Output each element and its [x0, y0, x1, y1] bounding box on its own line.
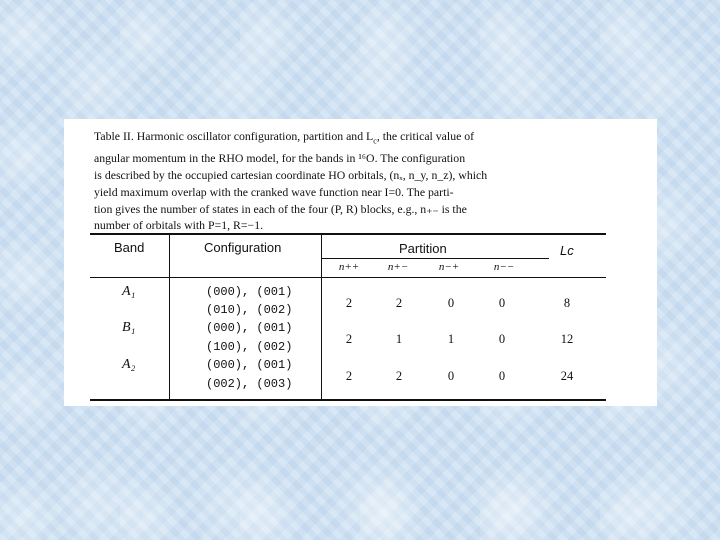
lc-value: 8: [563, 296, 571, 310]
table-caption: [94, 128, 639, 234]
caption-line-1: Table II. Harmonic oscillator configuration, partition and $L_c$, the critical value of: [94, 129, 475, 146]
caption-line-2: angular momentum in the RHO model, for the bands in ¹⁶O. The configuration: [94, 151, 466, 166]
config-line: (000), (001): [206, 358, 293, 372]
config-line: (100), (002): [206, 340, 293, 354]
caption-line-4: yield maximum overlap with the cranked wave function near I=0. The parti-: [94, 184, 454, 199]
partition-value: 0: [498, 296, 506, 310]
partition-value: 2: [345, 296, 353, 310]
partition-value: 2: [395, 296, 403, 310]
caption-line-3: is described by the occupied cartesian coordinate HO orbitals, (nₓ, n_y, n_z), which: [94, 167, 488, 182]
partition-value: 0: [447, 369, 455, 383]
table-header-rule: [90, 277, 606, 278]
lc-value: 12: [560, 332, 574, 346]
partition-value: 1: [447, 332, 455, 346]
config-line: (000), (001): [206, 285, 293, 299]
partition-value: 0: [447, 296, 455, 310]
column-divider: [321, 235, 322, 399]
config-line: (000), (001): [206, 321, 293, 335]
header-band: Band: [114, 240, 145, 255]
partition-value: 1: [395, 332, 403, 346]
partition-subheader: n−−: [493, 261, 515, 273]
caption-line-5: tion gives the number of states in each of the four (P, R) blocks, e.g., n₊₋ is the: [94, 201, 467, 216]
partition-underline: [321, 258, 549, 259]
lc-value: 24: [560, 369, 574, 383]
config-line: (002), (003): [206, 377, 293, 391]
band-label: A₂: [122, 357, 136, 372]
column-divider: [169, 235, 170, 399]
band-label: B₁: [122, 320, 136, 335]
table-top-rule: [90, 233, 606, 235]
band-label: A₁: [122, 284, 136, 299]
header-partition: Partition: [399, 241, 447, 256]
header-configuration: Configuration: [204, 240, 282, 255]
config-line: (010), (002): [206, 303, 293, 317]
partition-subheader: n−+: [438, 261, 460, 273]
partition-value: 0: [498, 369, 506, 383]
caption-line-6: number of orbitals with P=1, R=−1.: [94, 218, 264, 233]
table-bottom-rule: [90, 399, 606, 401]
partition-value: 2: [345, 369, 353, 383]
partition-subheader: n++: [338, 261, 360, 273]
partition-value: 2: [395, 369, 403, 383]
partition-subheader: n+−: [387, 261, 409, 273]
table-image: [64, 119, 657, 406]
header-lc: Lc: [560, 243, 574, 258]
partition-value: 0: [498, 332, 506, 346]
partition-value: 2: [345, 332, 353, 346]
